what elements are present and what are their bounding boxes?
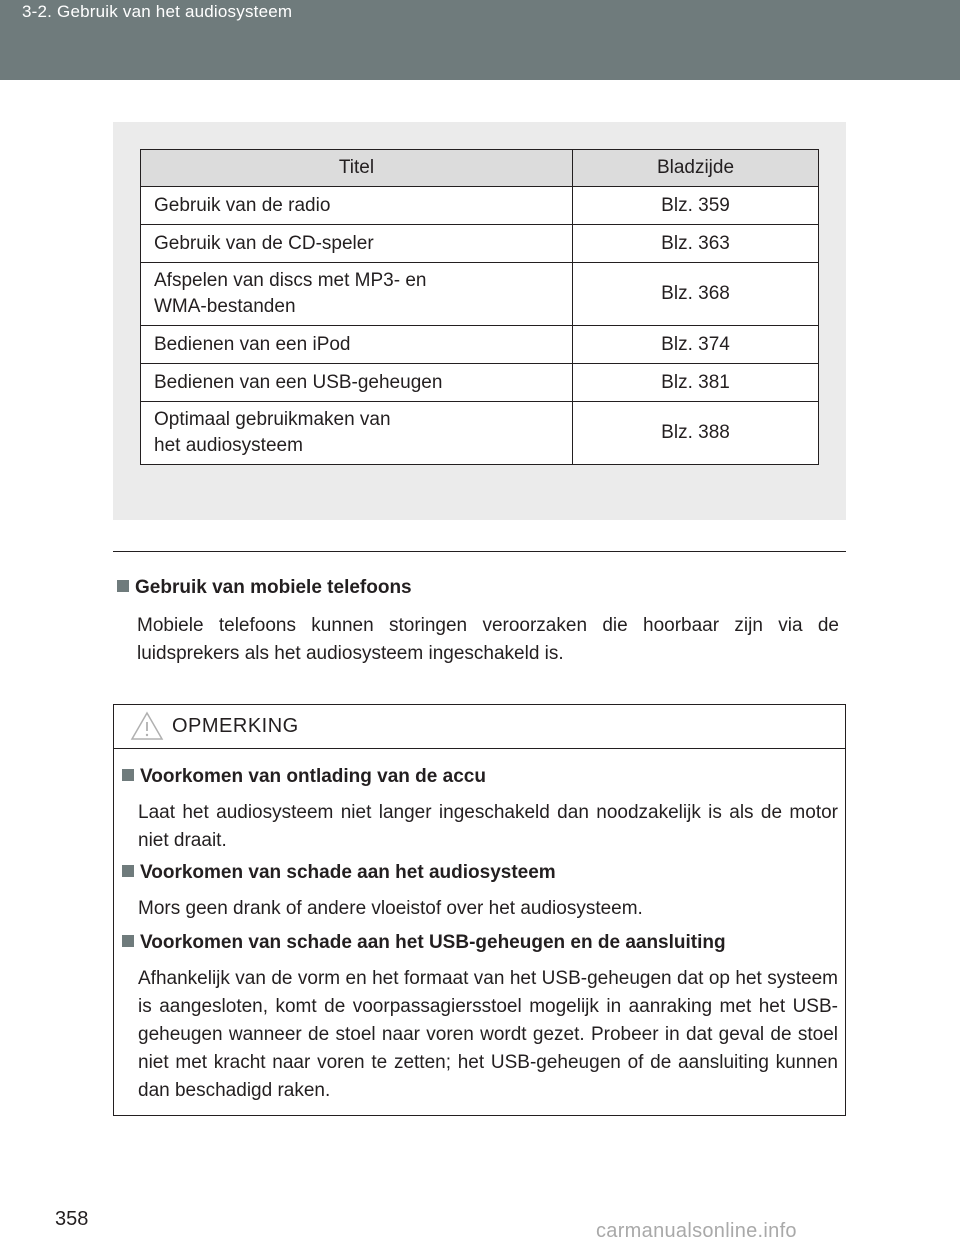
header-band xyxy=(0,0,960,80)
toc-page-cell: Blz. 359 xyxy=(573,187,819,225)
toc-title-cell xyxy=(141,263,573,326)
toc-page-cell: Blz. 368 xyxy=(573,263,819,326)
toc-header-row xyxy=(141,150,819,187)
notice-box xyxy=(113,704,846,1116)
toc-title-line: Afspelen van discs met MP3- en xyxy=(154,270,427,291)
watermark: carmanualsonline.info xyxy=(596,1220,797,1242)
warning-triangle-icon xyxy=(130,711,164,741)
notice-item-text: Afhankelijk van de vorm en het formaat van het USB-geheugen dat op het systeem is aangesloten, komt de voorpassagiersstoel mogelijk in aanraking met het USB-geheugen wanneer de stoel naar voren wordt gezet. Probeer in dat geval de stoel niet met kracht naar voren te zetten; het USB-geheugen of de aansluiting kunnen dan beschadigd raken. xyxy=(138,968,838,1101)
notice-item-heading-text: Voorkomen van ontlading van de accu xyxy=(140,766,486,787)
mobile-heading xyxy=(117,577,412,599)
notice-item-heading xyxy=(122,932,726,954)
toc-title-cell: Bedienen van een iPod xyxy=(141,326,573,364)
table-row xyxy=(141,326,819,364)
toc-page-cell: Blz. 363 xyxy=(573,225,819,263)
toc-title-line: WMA-bestanden xyxy=(154,296,296,317)
section-divider xyxy=(113,551,846,552)
notice-item-text: Mors geen drank of andere vloeistof over het audiosysteem. xyxy=(138,898,643,919)
toc-title-cell xyxy=(141,402,573,465)
notice-item-heading xyxy=(122,862,556,884)
page-number: 358 xyxy=(55,1208,89,1230)
notice-title: OPMERKING xyxy=(172,715,299,737)
square-bullet-icon xyxy=(122,935,134,947)
toc-page-cell: Blz. 388 xyxy=(573,402,819,465)
toc-page-cell: Blz. 381 xyxy=(573,364,819,402)
toc-table xyxy=(140,149,819,465)
toc-title-line: Optimaal gebruikmaken van xyxy=(154,409,391,430)
square-bullet-icon xyxy=(122,865,134,877)
toc-page-cell: Blz. 374 xyxy=(573,326,819,364)
mobile-text: Mobiele telefoons kunnen storingen veroorzaken die hoorbaar zijn via de luidsprekers als het audiosysteem ingeschakeld is. xyxy=(137,615,839,664)
toc-title-cell: Bedienen van een USB-geheugen xyxy=(141,364,573,402)
mobile-heading-text: Gebruik van mobiele telefoons xyxy=(135,577,412,598)
table-row xyxy=(141,263,819,326)
square-bullet-icon xyxy=(117,580,129,592)
toc-col-page: Bladzijde xyxy=(573,150,819,187)
table-row xyxy=(141,225,819,263)
square-bullet-icon xyxy=(122,769,134,781)
table-row xyxy=(141,364,819,402)
toc-col-title: Titel xyxy=(141,150,573,187)
notice-item-heading-text: Voorkomen van schade aan het audiosysteem xyxy=(140,862,556,883)
notice-item-heading xyxy=(122,766,486,788)
toc-title-cell: Gebruik van de radio xyxy=(141,187,573,225)
notice-item-heading-text: Voorkomen van schade aan het USB-geheugen en de aansluiting xyxy=(140,932,726,953)
notice-item-text: Laat het audiosysteem niet langer ingeschakeld dan noodzakelijk is als de motor niet draait. xyxy=(138,802,838,851)
toc-title-cell: Gebruik van de CD-speler xyxy=(141,225,573,263)
section-title: 3-2. Gebruik van het audiosysteem xyxy=(22,2,293,21)
table-row xyxy=(141,187,819,225)
table-row xyxy=(141,402,819,465)
toc-title-line: het audiosysteem xyxy=(154,435,303,456)
notice-header xyxy=(114,705,845,749)
